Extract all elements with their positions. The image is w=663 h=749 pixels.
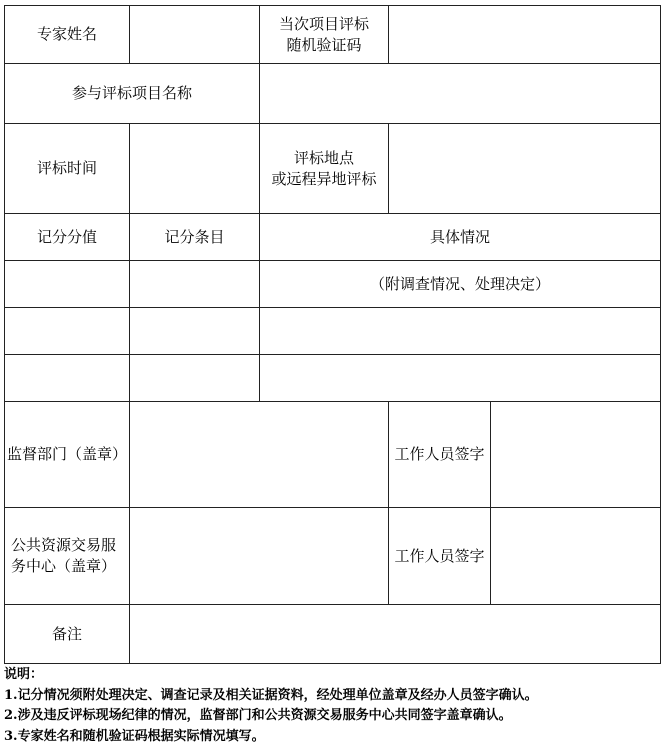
staff-signature-label-text: 工作人员签字 bbox=[394, 445, 485, 463]
supervision-seal-field[interactable] bbox=[130, 402, 388, 507]
verification-code-label-text: 当次项目评标 随机验证码 bbox=[278, 14, 369, 54]
remarks-field[interactable] bbox=[130, 605, 660, 663]
bid-time-label bbox=[5, 124, 129, 213]
score-item-field[interactable] bbox=[130, 261, 259, 307]
scoring-record-table bbox=[4, 5, 661, 664]
bid-location-field[interactable] bbox=[389, 124, 660, 213]
details-hint-text: （附调查情况、处理决定） bbox=[369, 274, 550, 293]
project-name-label bbox=[5, 64, 259, 123]
details-header-text: 具体情况 bbox=[429, 227, 490, 246]
score-item-field[interactable] bbox=[130, 355, 259, 401]
remarks-label-text: 备注 bbox=[51, 624, 82, 643]
score-value-header bbox=[5, 214, 129, 260]
expert-name-label bbox=[5, 6, 129, 63]
bid-location-label-text: 评标地点 或远程异地评标 bbox=[271, 148, 377, 188]
supervision-label-text: 监督部门（盖章） bbox=[7, 445, 128, 463]
supervision-label bbox=[5, 402, 129, 507]
staff-signature-field[interactable] bbox=[491, 402, 660, 507]
staff-signature-field[interactable] bbox=[491, 508, 660, 604]
public-center-seal-field[interactable] bbox=[130, 508, 388, 604]
score-value-field[interactable] bbox=[5, 308, 129, 354]
staff-signature-label-text: 工作人员签字 bbox=[394, 546, 485, 565]
details-field[interactable] bbox=[260, 308, 660, 354]
notes-item: 2.涉及违反评标现场纪律的情况，监督部门和公共资源交易服务中心共同签字盖章确认。 bbox=[4, 708, 512, 723]
details-field[interactable] bbox=[260, 355, 660, 401]
notes-section bbox=[4, 665, 661, 747]
notes-item: 1.记分情况须附处理决定、调查记录及相关证据资料，经处理单位盖章及经办人员签字确认。 bbox=[4, 687, 538, 703]
notes-heading: 说明： bbox=[4, 667, 44, 682]
verification-code-field[interactable] bbox=[389, 6, 660, 63]
score-item-header-text: 记分条目 bbox=[164, 227, 225, 246]
staff-signature-label bbox=[389, 402, 490, 507]
details-header bbox=[260, 214, 660, 260]
notes-item: 3.专家姓名和随机验证码根据实际情况填写。 bbox=[4, 728, 265, 744]
project-name-label-text: 参与评标项目名称 bbox=[71, 84, 192, 102]
staff-signature-label bbox=[389, 508, 490, 604]
score-value-header-text: 记分分值 bbox=[36, 227, 97, 246]
expert-name-field[interactable] bbox=[130, 6, 259, 63]
remarks-label bbox=[5, 605, 129, 663]
bid-time-field[interactable] bbox=[130, 124, 259, 213]
public-center-label bbox=[5, 508, 129, 604]
verification-code-label bbox=[260, 6, 388, 63]
expert-name-label-text: 专家姓名 bbox=[36, 25, 97, 43]
details-field[interactable] bbox=[260, 261, 660, 307]
score-value-field[interactable] bbox=[5, 261, 129, 307]
bid-time-label-text: 评标时间 bbox=[36, 159, 97, 177]
score-value-field[interactable] bbox=[5, 355, 129, 401]
score-item-field[interactable] bbox=[130, 308, 259, 354]
public-center-label-text: 公共资源交易服 务中心（盖章） bbox=[11, 536, 117, 575]
score-item-header bbox=[130, 214, 259, 260]
page-top-strip bbox=[0, 0, 663, 4]
project-name-field[interactable] bbox=[260, 64, 660, 123]
bid-location-label bbox=[260, 124, 388, 213]
